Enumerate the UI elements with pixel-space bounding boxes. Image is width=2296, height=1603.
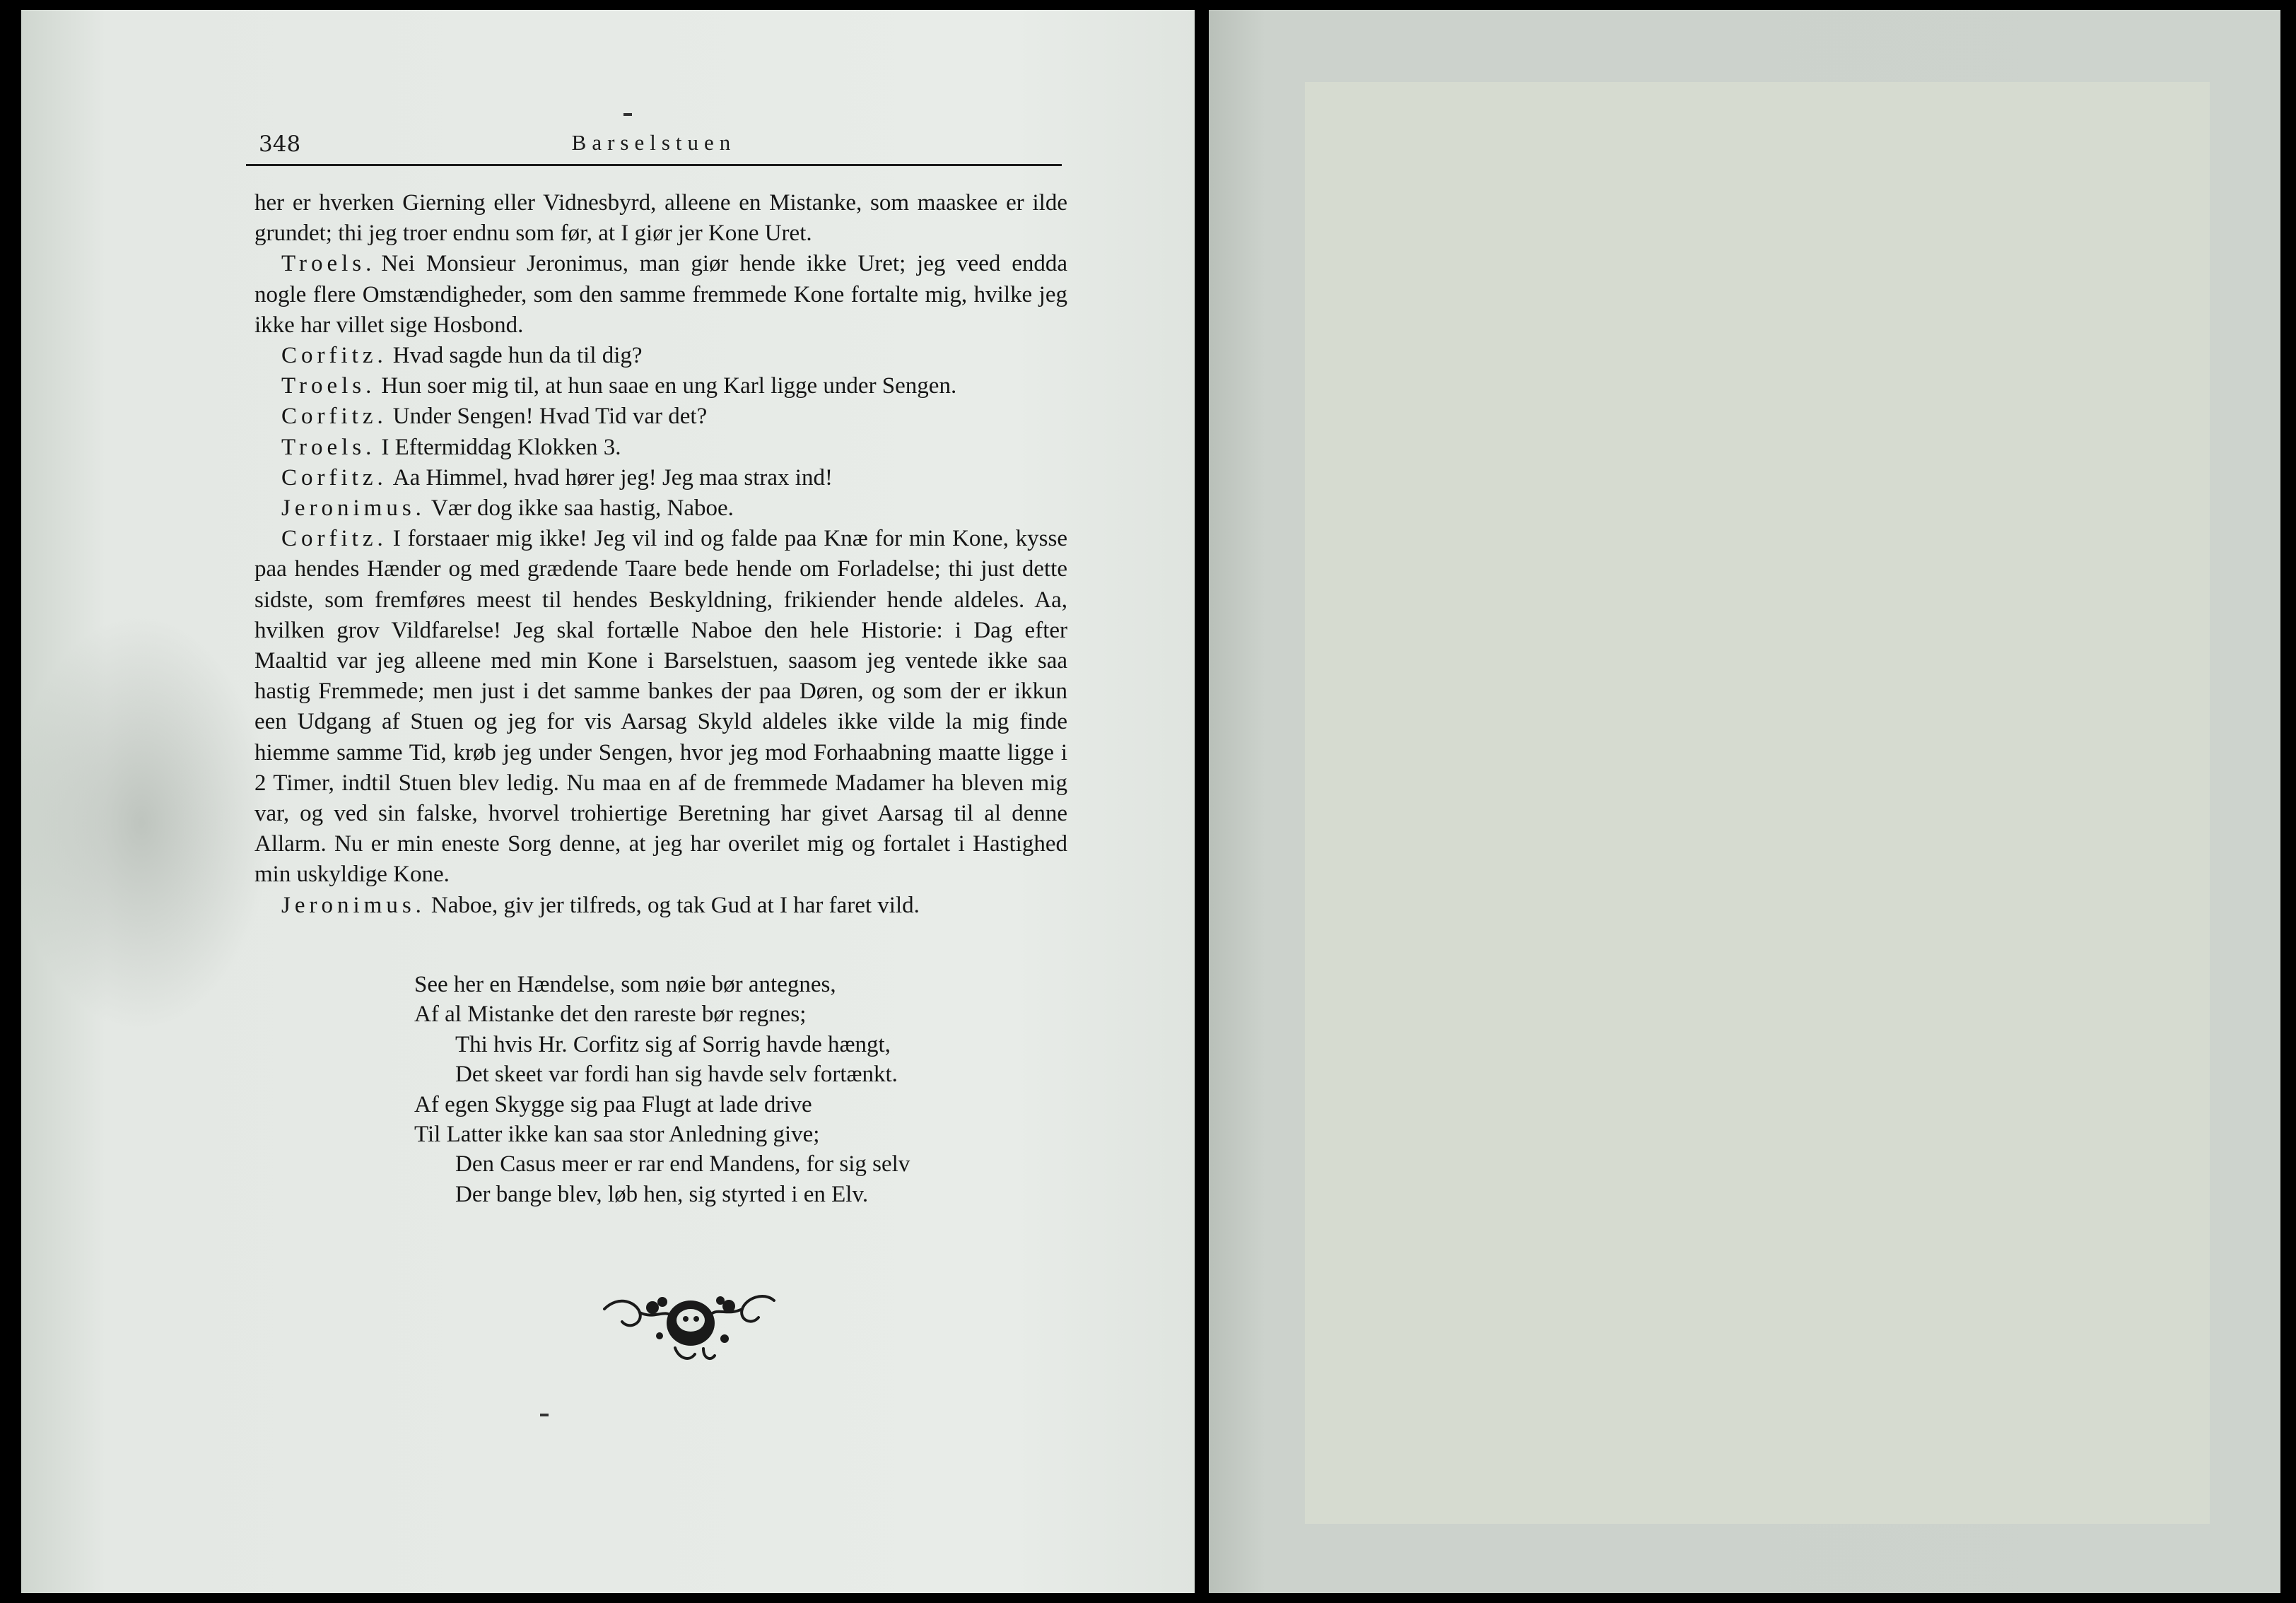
speaker-name: Jeronimus.: [281, 495, 426, 522]
speech-jeronimus: [254, 493, 1067, 524]
speaker-name: Troels.: [281, 251, 376, 277]
speech-corfitz: [254, 524, 1067, 890]
speech-text: Naboe, giv jer tilfreds, og tak Gud at I har faret vild.: [430, 892, 920, 918]
speaker-name: Troels.: [281, 434, 376, 460]
speaker-name: Corfitz.: [281, 404, 387, 430]
print-mark: [623, 113, 632, 116]
verse-line: Den Casus meer er rar end Mandens, for sig selv: [455, 1151, 910, 1178]
ornament-vignette-icon: [597, 1281, 781, 1366]
print-mark: [540, 1414, 549, 1416]
speech-troels: [254, 433, 1067, 463]
left-page: [21, 10, 1195, 1593]
verse-line: Thi hvis Hr. Corfitz sig af Sorrig havde hængt,: [455, 1031, 891, 1057]
speech-troels: [254, 249, 1067, 341]
speech-text: Nei Monsieur Jeronimus, man giør hende ikke Uret; jeg veed endda nogle flere Omstændigheder, som den samme fremmede Kone fortalte mig, hvilke jeg ikke har villet sige Hosbond.: [254, 251, 1067, 338]
speaker-name: Corfitz.: [281, 526, 387, 552]
speech-text: I forstaaer mig ikke! Jeg vil ind og falde paa Knæ for min Kone, kysse paa hendes Hænder og med grædende Taare bede hende om Forladelse; thi just dette sidste, som fremføres meest til hendes Beskyldning, frikiender hende aldeles. Aa, hvilken grov Vildfarelse! Jeg skal fortælle Naboe den hele Historie: i Dag efter Maaltid var jeg alleene med min Kone i Barselstuen, saasom jeg ventede ikke saa hastig Fremmede; men just i det samme bankes der paa Døren, og som der er ikkun een Udgang af Stuen og jeg for vis Aarsag Skyld aldeles ikke vilde la mig finde hiemme samme Tid, krøb jeg under Sengen, hvor jeg mod Forhaabning maatte ligge i 2 Timer, indtil Stuen blev ledig. Nu maa en af de fremmede Madamer ha bleven mig var, og ved sin falske, hvorvel trohiertige Beretning har givet Aarsag til al denne Allarm. Nu er min eneste Sorg denne, at jeg har overilet mig og fortalet i Hastighed min uskyldige Kone.: [254, 526, 1067, 888]
speaker-name: Troels.: [281, 373, 376, 399]
verse-line: Det skeet var fordi han sig havde selv fortænkt.: [455, 1062, 898, 1088]
verse-line: Af al Mistanke det den rareste bør regnes;: [414, 1002, 807, 1028]
verse-line: See her en Hændelse, som nøie bør antegnes,: [414, 972, 836, 997]
page-number: 348: [259, 131, 301, 157]
speech-jeronimus: [254, 891, 1067, 921]
body-text: [254, 188, 1067, 921]
verse-line: Til Latter ikke kan saa stor Anledning give;: [414, 1122, 820, 1148]
speech-text: Hvad sagde hun da til dig?: [392, 343, 643, 369]
verse-line: Af egen Skygge sig paa Flugt at lade drive: [414, 1091, 812, 1117]
speaker-name: Corfitz.: [281, 343, 387, 369]
verse-block: [414, 970, 1022, 1209]
speech-text: I Eftermiddag Klokken 3.: [381, 434, 621, 460]
speech-corfitz: [254, 463, 1067, 493]
speech-text: Under Sengen! Hvad Tid var det?: [392, 404, 708, 430]
speech-corfitz: [254, 401, 1067, 432]
verse-line: Der bange blev, løb hen, sig styrted i en Elv.: [455, 1181, 869, 1207]
page-header: [246, 127, 1062, 166]
right-page: [1209, 10, 2280, 1593]
speech-corfitz: [254, 341, 1067, 371]
speaker-name: Corfitz.: [281, 464, 387, 491]
speech-text: Vær dog ikke saa hastig, Naboe.: [430, 495, 734, 522]
speaker-name: Jeronimus.: [281, 892, 426, 918]
paragraph-text: her er hverken Gierning eller Vidnesbyrd, alleene en Mistanke, som maaskee er ilde grundet; thi jeg troer endnu som før, at I giør jer Kone Uret.: [254, 190, 1067, 247]
speech-troels: [254, 371, 1067, 401]
paragraph: [254, 188, 1067, 249]
speech-text: Hun soer mig til, at hun saae en ung Karl ligge under Sengen.: [381, 373, 957, 399]
running-head: Barselstuen: [571, 130, 737, 155]
speech-text: Aa Himmel, hvad hører jeg! Jeg maa strax ind!: [392, 464, 833, 491]
blank-sheet: [1305, 82, 2210, 1524]
